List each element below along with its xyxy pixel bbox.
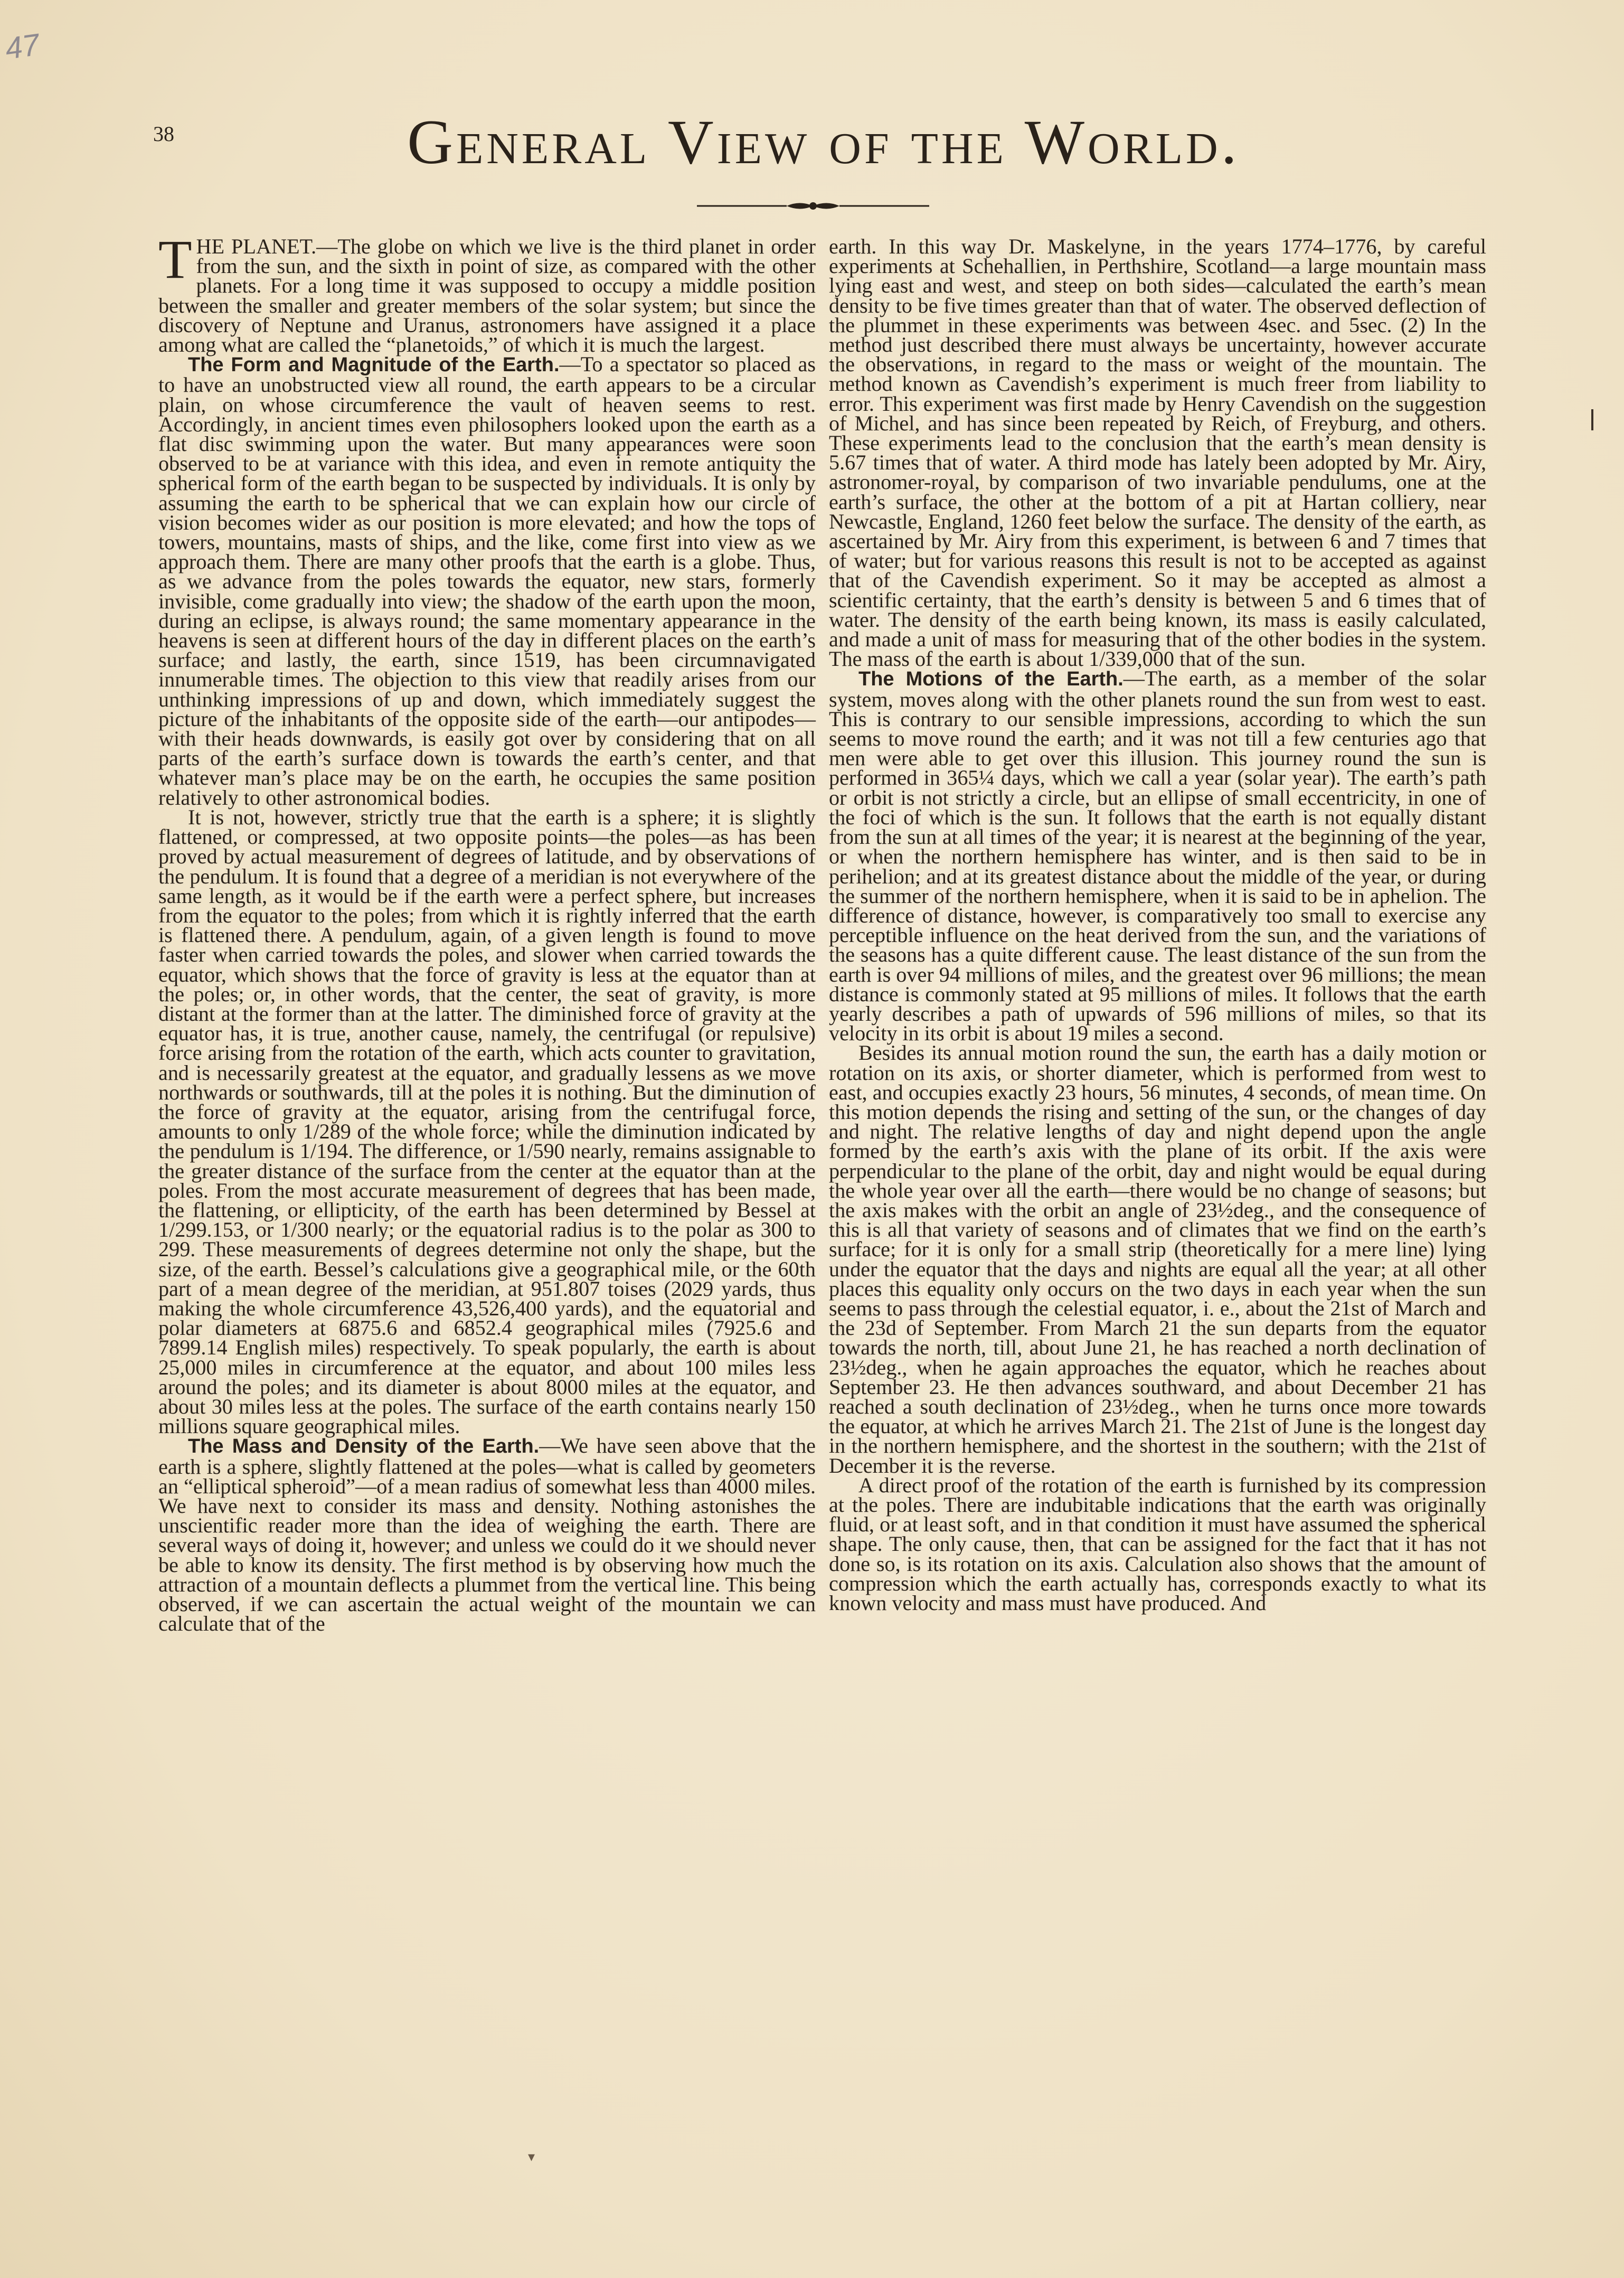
left-column [158,229,816,1636]
paragraph-text: It is not, however, strictly true that the earth is a sphere; it is slightly flattened, or compressed, at two opposite points—the poles—as has been proved by actual measurement of degrees of latitude, and by observations of the pendulum. It is found that a degree of a meridian is not everywhere of the same length, as it would be if the earth were a perfect sphere, but increases from the equator to the poles; from which it is rightly inferred that the earth is flattened there. A pendulum, again, of a given length is found to move faster when carried towards the poles, and slower when carried towards the equator, which shows that the force of gravity is less at the equator than at the poles; or, in other words, that the center, the seat of gravity, is more distant at the former than at the latter. The diminished force of gravity at the equator has, it is true, another cause, namely, the centrifugal (or repulsive) force arising from the rotation of the earth, which acts counter to gravitation, and is necessarily greatest at the equator, and gradually lessens as we move northwards or southwards, till at the poles it is nothing. But the diminution of the force of gravity at the equator, arising from the centrifugal force, amounts to only 1/289 of the whole force; while the diminution indicated by the pendulum is 1/194. The difference, or 1/590 nearly, remains assignable to the greater distance of the surface from the center at the equator than at the poles. From the most accurate measurement of degrees that has been made, the flattening, or ellipticity, of the earth has been determined by Bessel at 1/299.153, or 1/300 nearly; or the equatorial radius is to the polar as 300 to 299. These measurements of degrees determine not only the shape, but the size, of the earth. Bessel’s calculations give a geographical mile, or the 60th part of a mean degree of the meridian, at 951.807 toises (2029 yards, thus making the whole circumference 43,526,400 yards), and the equatorial and polar diameters at 6875.6 and 6852.4 geographical miles (7925.6 and 7899.14 English miles) respectively. To speak popularly, the earth is about 25,000 miles in circumference at the equator, and about 100 miles less around the poles; and its diameter is about 8000 miles at the equator, and about 30 miles less at the poles. The surface of the earth contains nearly 150 millions square geographical miles. [158,805,816,1438]
paragraph-text: —We have seen above that the earth is a sphere, slightly flattened at the poles—what is called by geometers an “elliptical spheroid”—of a mean radius of somewhat less than 4000 miles. We have next to consider its mass and density. Nothing astonishes the unscientific reader more than the idea of weighing the earth. There are several ways of doing it, however; and unless we could do it we should never be able to know its density. The first method is by observing how much the attraction of a mountain deflects a plummet from the vertical line. This being observed, if we can ascertain the actual weight of the mountain we can calculate that of the [158,1434,816,1636]
paragraph-lead: HE PLANET. [196,234,317,258]
paragraph-text: —The globe on which we live is the third planet in order from the sun, and the sixth in point of size, as compared with the other planets. For a long time it was supposed to occupy a middle position between the smaller and greater members of the solar system; but since the discovery of Neptune and Uranus, astronomers have assigned it a place among what are called the “planetoids,” of which it is much the largest. [158,234,816,357]
paragraph-text: earth. In this way Dr. Maskelyne, in the years 1774–1776, by careful experiments at Schehallien, in Perthshire, Scotland—a large mountain mass lying east and west, and steep on both sides—calculated the earth’s mean density to be five times greater than that of water. The observed deflection of the plummet in these experiments was between 4sec. and 5sec. (2) In the method just described there must always be uncertainty, however accurate the observations, in regard to the mass or weight of the mountain. The method known as Cavendish’s experiment is much freer from liability to error. This experiment was first made by Henry Cavendish on the suggestion of Michel, and has since been repeated by Reich, of Freyburg, and others. These experiments lead to the conclusion that the earth’s mean density is 5.67 times that of water. A third mode has lately been adopted by Mr. Airy, astronomer-royal, by comparison of two invariable pendulums, one at the earth’s surface, the other at the bottom of a pit at Hartan colliery, near Newcastle, England, 1260 feet below the surface. The density of the earth, as ascertained by Mr. Airy from this experiment, is between 6 and 7 times that of water; but for various reasons this result is not to be accepted as against that of the Cavendish experiment. So it may be accepted as almost a scientific certainty, that the earth’s density is between 5 and 6 times that of water. The density of the earth being known, its mass is easily calculated, and made a unit of mass for measuring that of the other bodies in the system. The mass of the earth is about 1/339,000 that of the sun. [829,234,1486,671]
paragraph-text: —The earth, as a member of the solar system, moves along with the other planets round the sun from west to east. This is contrary to our sensible impressions, according to which the sun seems to move round the earth; and it was not till a few centuries ago that men were able to get over this illusion. This journey round the sun is performed in 365¼ days, which we call a year (solar year). The earth’s path or orbit is not strictly a circle, but an ellipse of small eccentricity, in one of the foci of which is the sun. It follows that the earth is not equally distant from the sun at all times of the year; it is nearest at the beginning of the year, or when the northern hemisphere has winter, and is then said to be in perihelion; and at its greatest distance about the middle of the year, or during the summer of the northern hemisphere, when it is said to be in aphelion. The difference of distance, however, is comparatively too small to exercise any perceptible influence on the heat derived from the sun, and the variations of the seasons has a quite different cause. The least distance of the sun from the earth is over 94 millions of miles, and the greatest over 96 millions; the mean distance is commonly stated at 95 millions of miles. It follows that the earth yearly describes a path of upwards of 596 millions of miles, so that its velocity in its orbit is about 19 miles a second. [829,666,1486,1046]
paragraph-form-and-magnitude [158,354,816,807]
drop-cap: T [158,229,192,290]
paragraph-text: A direct proof of the rotation of the earth is furnished by its compression at the poles. There are indubitable indications that the earth was originally fluid, or at least soft, and in that condition it must have assumed the spherical shape. The only cause, then, that can be assigned for the fact that it has not done so, is its rotation on its axis. Calculation also shows that the amount of compression which the earth actually has, corresponds exactly to what its known velocity and mass must have produced. And [829,1473,1486,1615]
paragraph-daily-rotation [829,1043,1486,1475]
page-number: 38 [153,122,174,146]
paragraph-mass-and-density [158,1434,816,1636]
paragraph-text: Besides its annual motion round the sun, the earth has a daily motion or rotation on its axis, or shorter diameter, which is performed from west to east, and occupies exactly 23 hours, 56 minutes, 4 seconds, of mean time. On this motion depends the rising and setting of the sun, or the changes of day and night. The relative lengths of day and night depend upon the angle formed by the earth’s axis with the plane of its orbit. If the axis were perpendicular to the plane of the orbit, day and night would be equal during the whole year over all the earth—there would be no change of seasons; but the axis makes with the orbit an angle of 23½deg., and the consequence of this is all that variety of seasons and of climates that we find on the earth’s surface; for it is only for a small strip (theoretically for a mere line) lying under the equator that the days and nights are equal all the year; at all other places this equality only occurs on the two days in each year when the sun seems to pass through the celestial equator, i. e., about the 21st of March and the 23d of September. From March 21 the sun departs from the equator towards the north, till, about June 21, he has reached a north declination of 23½deg., when he again approaches the equator, which he reaches about September 23. He then advances southward, and about December 21 has reached a south declination of 23½deg., when he turns once more towards the equator, at which he arrives March 21. The 21st of June is the longest day in the northern hemisphere, and the shortest in the southern; with the 21st of December it is the reverse. [829,1041,1486,1477]
right-column [829,234,1486,1615]
margin-tick-mark [1591,409,1593,430]
footer-ink-dot: ▾ [528,2149,535,2164]
paragraph-motions [829,666,1486,1046]
pencil-page-mark: 47 [3,27,42,67]
paragraph-rotation-proof [829,1475,1486,1613]
paragraph-flattening [158,807,816,1436]
page-title: General View of the World. [407,107,1240,177]
paragraph-text: —To a spectator so placed as to have an unobstructed view all round, the earth appears to be a circular plain, on whose circumference the vault of heaven seems to rest. Accordingly, in ancient times even philosophers looked upon the earth as a flat disc swimming upon the water. But many appearances were soon observed to be at variance with this idea, and even in remote antiquity the spherical form of the earth began to be suspected by individuals. It is only by assuming the earth to be spherical that we can explain how our circle of vision becomes wider as our position is more elevated; and how the tops of towers, mountains, masts of ships, and the like, come first into view as we approach them. There are many other proofs that the earth is a globe. Thus, as we advance from the poles towards the equator, new stars, formerly invisible, come gradually into view; the shadow of the earth upon the moon, during an eclipse, is always round; the same momentary appearance in the heavens is seen at different hours of the day in different places on the earth’s surface; and lastly, the earth, since 1519, has been circumnavigated innumerable times. The objection to this view that readily arises from our unthinking impressions of up and down, which immediately suggest the picture of the inhabitants of the opposite side of the earth—our antipodes—with their heads downwards, is easily got over by considering that on all parts of the earth’s surface down is towards the earth’s center, and that whatever man’s place may be on the earth, he occupies the same position relatively to other astronomical bodies. [158,352,816,809]
paragraph-density-continued [829,234,1486,671]
title-ornament [697,198,929,214]
paragraph-the-planet [158,229,816,357]
section-heading: The Motions of the Earth. [858,668,1123,691]
section-heading: The Form and Magnitude of the Earth. [188,354,560,376]
section-heading: The Mass and Density of the Earth. [188,1435,540,1458]
